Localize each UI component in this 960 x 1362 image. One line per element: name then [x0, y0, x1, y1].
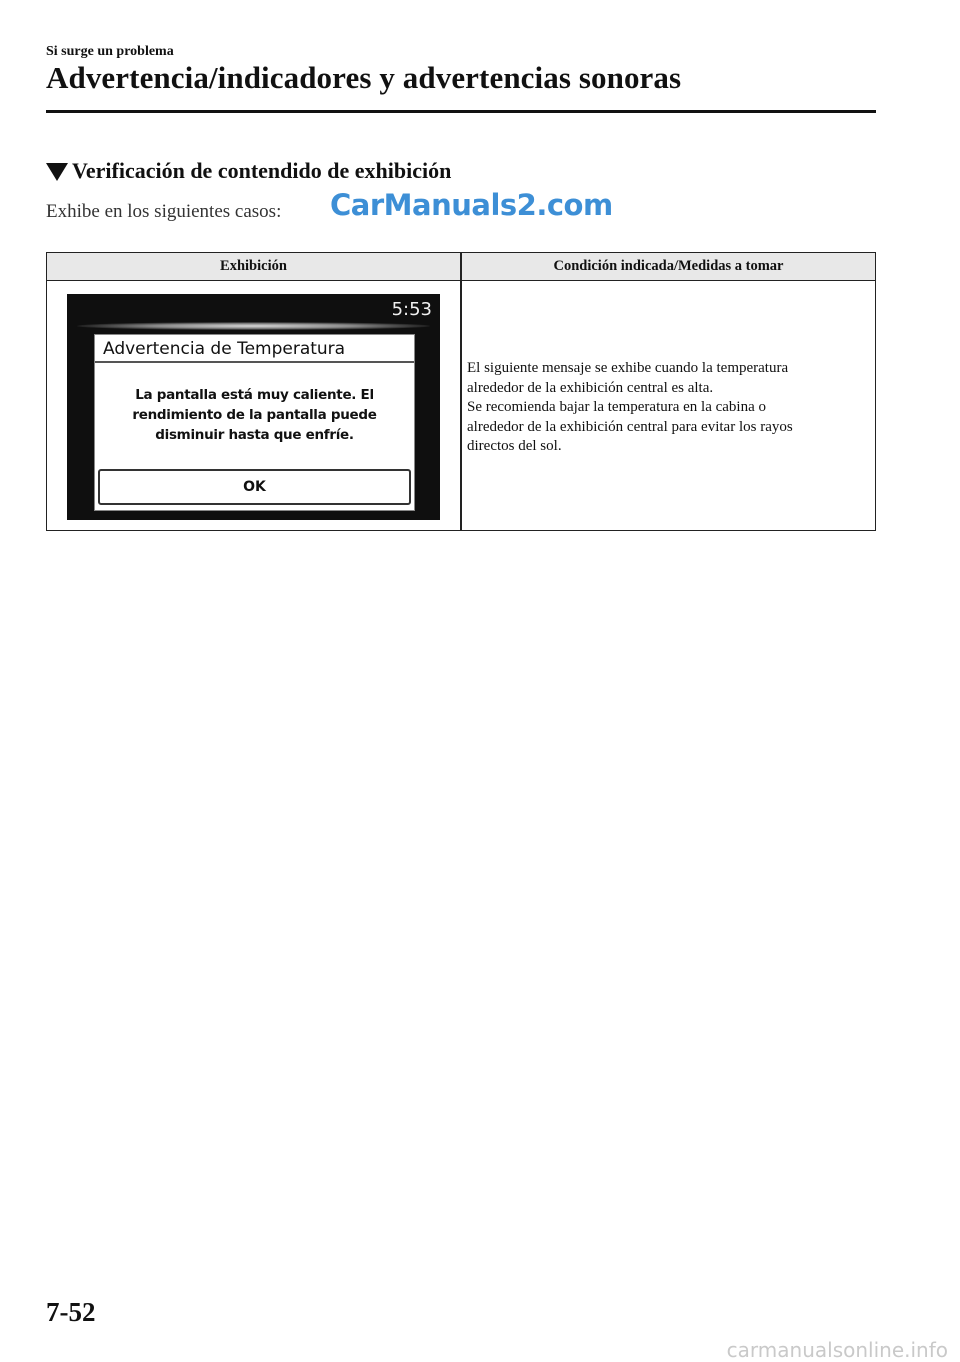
info-table	[46, 252, 876, 531]
intro-text: Exhibe en los siguientes casos:	[46, 201, 282, 222]
section-label: Si surge un problema	[46, 44, 174, 59]
dialog-message-line: disminuir hasta que enfríe.	[155, 427, 354, 443]
description-line: alrededor de la exhibición central para evitar los rayos	[467, 418, 793, 435]
watermark-bottom: carmanualsonline.info	[726, 1338, 948, 1362]
description-line: El siguiente mensaje se exhibe cuando la temperatura	[467, 360, 789, 376]
table-header-condition: Condición indicada/Medidas a tomar	[553, 258, 784, 274]
description-line: alrededor de la exhibición central es alta.	[467, 379, 714, 396]
ok-button: OK	[98, 469, 411, 505]
table-column-divider	[460, 253, 462, 530]
dialog-message-line: rendimiento de la pantalla puede	[132, 407, 377, 423]
screen-clock: 5:53	[391, 299, 432, 320]
title-rule	[46, 110, 876, 113]
warning-dialog	[94, 334, 415, 511]
triangle-down-icon	[46, 163, 68, 181]
description-line: Se recomienda bajar la temperatura en la cabina o	[467, 399, 767, 415]
dialog-title: Advertencia de Temperatura	[95, 335, 414, 363]
table-header-display: Exhibición	[220, 258, 287, 274]
condition-description	[467, 359, 867, 457]
description-line: directos del sol.	[467, 438, 562, 454]
page-number: 7-52	[46, 1297, 96, 1327]
watermark-top: CarManuals2.com	[330, 188, 613, 222]
subsection-heading	[46, 158, 451, 184]
display-screenshot	[67, 294, 440, 520]
subsection-title: Verificación de contendido de exhibición	[72, 158, 452, 183]
dialog-message	[105, 385, 404, 445]
dialog-message-line: La pantalla está muy caliente. El	[135, 387, 374, 403]
screen-glow	[77, 322, 430, 330]
chapter-title: Advertencia/indicadores y advertencias sonoras	[46, 60, 682, 95]
